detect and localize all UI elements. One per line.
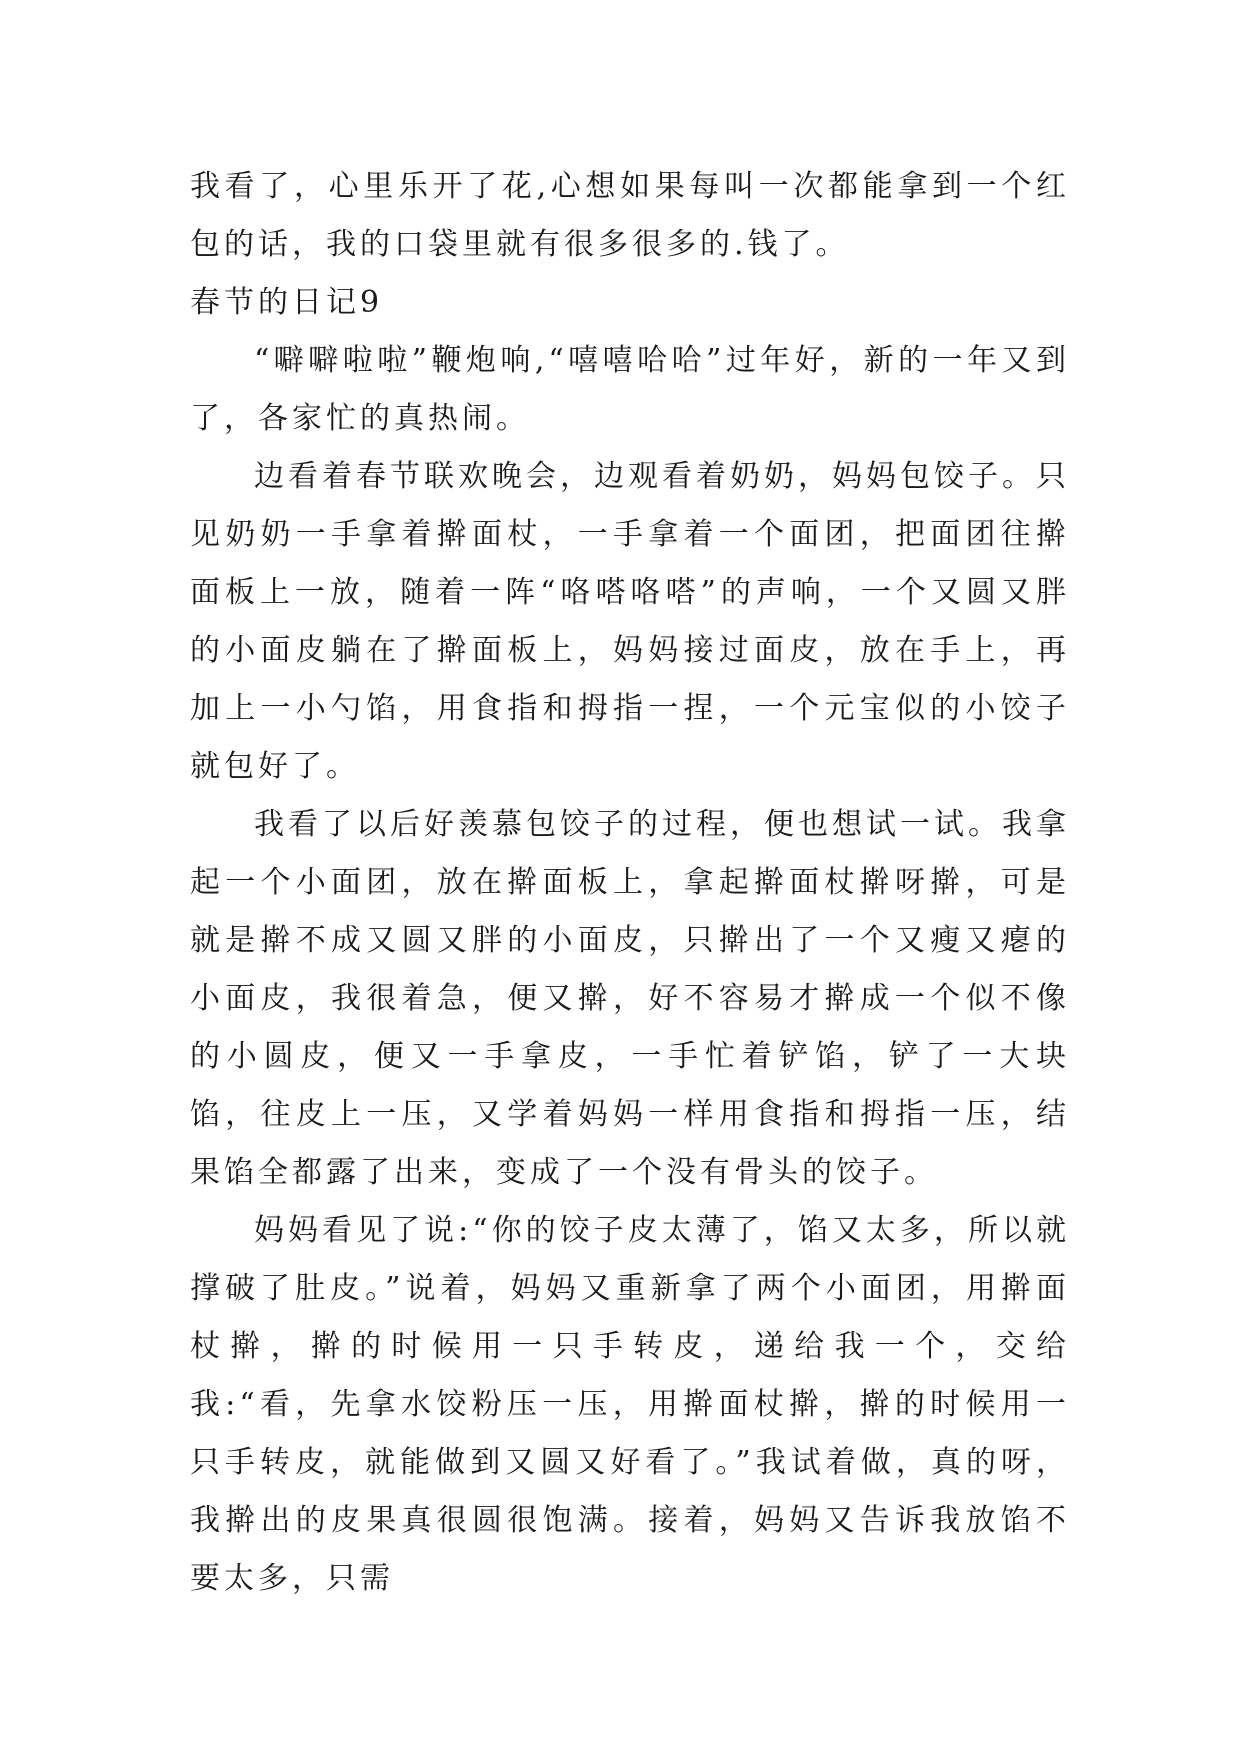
paragraph-my-attempt: 我看了以后好羡慕包饺子的过程，便也想试一试。我拿起一个小面团，放在擀面板上，拿起擀面杖擀呀擀，可是就是擀不成又圆又胖的小面皮，只擀出了一个又瘦又瘪的小面皮，我很着急，便又擀，好不容易才擀成一个似不像的小圆皮，便又一手拿皮，一手忙着铲馅，铲了一大块馅，往皮上一压，又学着妈妈一样用食指和拇指一压，结果馅全都露了出来，变成了一个没有骨头的饺子。 — [190, 807, 1070, 1190]
paragraph-firecrackers: “噼噼啦啦”鞭炮响,“嘻嘻哈哈”过年好，新的一年又到了，各家忙的真热闹。 — [190, 343, 1070, 436]
paragraph-grandma-dumplings: 边看着春节联欢晚会，边观看着奶奶，妈妈包饺子。只见奶奶一手拿着擀面杖，一手拿着一个面团，把面团往擀面板上一放，随着一阵“咯嗒咯嗒”的声响，一个又圆又胖的小面皮躺在了擀面板上，妈妈接过面皮，放在手上，再加上一小勺馅，用食指和拇指一捏，一个元宝似的小饺子就包好了。 — [190, 459, 1070, 784]
diary-heading: 春节的日记9 — [190, 285, 384, 320]
paragraph-mom-teaches: 妈妈看见了说:“你的饺子皮太薄了，馅又太多，所以就撑破了肚皮。”说着，妈妈又重新拿了两个小面团，用擀面杖擀，擀的时候用一只手转皮，递给我一个，交给我:“看，先拿水饺粉压一压，用擀面杖擀，擀的时候用一只手转皮，就能做到又圆又好看了。”我试着做，真的呀，我擀出的皮果真很圆很饱满。接着，妈妈又告诉我放馅不要太多，只需 — [190, 1213, 1070, 1596]
document-page — [190, 158, 1070, 1608]
continuation-paragraph: 我看了，心里乐开了花,心想如果每叫一次都能拿到一个红包的话，我的口袋里就有很多很多的.钱了。 — [190, 169, 1070, 262]
